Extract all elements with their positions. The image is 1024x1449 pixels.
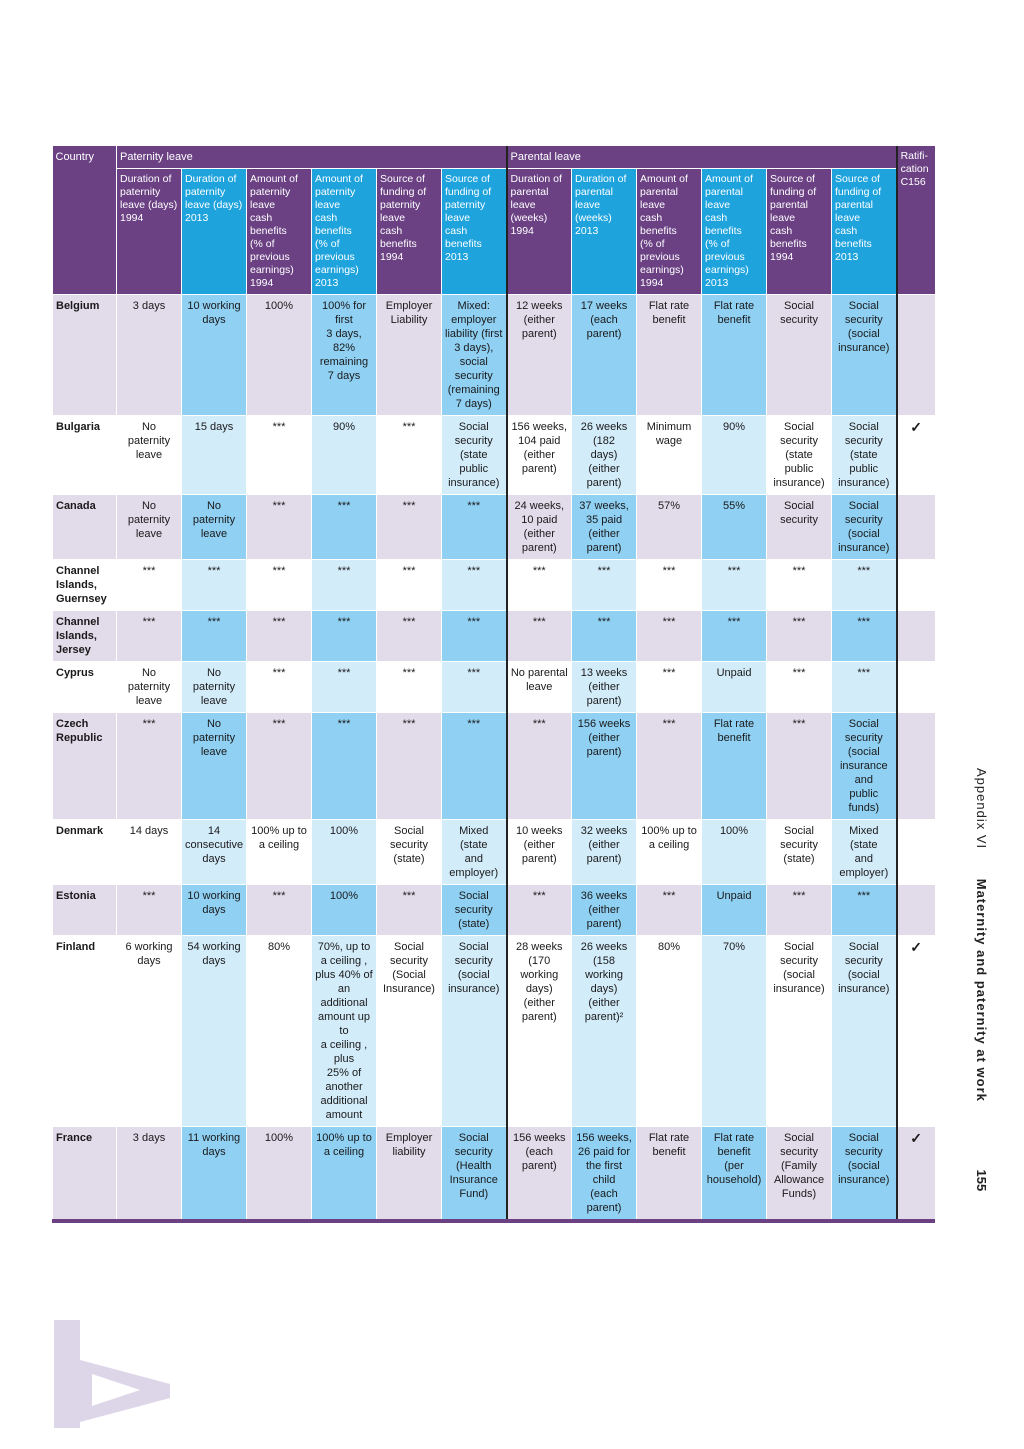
table-cell: *** xyxy=(377,560,442,611)
table-cell: *** xyxy=(832,662,897,713)
table-row xyxy=(53,820,935,885)
table-row xyxy=(53,885,935,936)
table-cell: *** xyxy=(832,885,897,936)
table-cell: 156 weeks, 26 paid for the first child (each parent) xyxy=(572,1127,637,1222)
table-row xyxy=(53,1127,935,1222)
table-cell: *** xyxy=(377,713,442,820)
country-name: Finland xyxy=(53,936,117,1127)
table-cell: 156 weeks (each parent) xyxy=(507,1127,572,1222)
table-cell: 15 days xyxy=(182,416,247,495)
subheader-12: Source of funding of parental leave cash benefits 2013 xyxy=(832,169,897,295)
table-cell: 156 weeks, 104 paid (either parent) xyxy=(507,416,572,495)
table-cell: 100% xyxy=(247,1127,312,1222)
table-cell: Social security (social insurance) xyxy=(767,936,832,1127)
table-row xyxy=(53,936,935,1127)
decorative-letter-a-shape xyxy=(54,1320,170,1428)
table-cell: Social security (social insurance) xyxy=(832,1127,897,1222)
table-cell: Social security (social insurance) xyxy=(832,495,897,560)
table-cell: 100% for first 3 days, 82% remaining 7 days xyxy=(312,295,377,416)
table-cell: 70% xyxy=(702,936,767,1127)
table-cell: *** xyxy=(377,662,442,713)
table-cell: *** xyxy=(247,495,312,560)
table-cell: Social security xyxy=(767,295,832,416)
table-cell: *** xyxy=(507,560,572,611)
subheader-9: Amount of parental leave cash benefits (% of previous earnings) 1994 xyxy=(637,169,702,295)
table-row xyxy=(53,662,935,713)
table-cell: No paternity leave xyxy=(182,713,247,820)
country-name: Channel Islands, Jersey xyxy=(53,611,117,662)
table-cell: *** xyxy=(702,611,767,662)
table-cell: Social security (state public insurance) xyxy=(832,416,897,495)
table-cell: *** xyxy=(117,885,182,936)
ratification-mark: ✓ xyxy=(897,416,935,495)
table-cell: *** xyxy=(637,662,702,713)
table-cell: Flat rate benefit xyxy=(637,1127,702,1222)
table-cell: *** xyxy=(507,713,572,820)
table-cell: Minimum wage xyxy=(637,416,702,495)
table-cell: *** xyxy=(117,713,182,820)
appendix-table xyxy=(52,146,935,1223)
table-cell: 14 days xyxy=(117,820,182,885)
table-cell: Flat rate benefit xyxy=(702,295,767,416)
table-cell: 11 working days xyxy=(182,1127,247,1222)
table-cell: Social security (state) xyxy=(767,820,832,885)
ratification-mark xyxy=(897,885,935,936)
country-name: Czech Republic xyxy=(53,713,117,820)
table-cell: *** xyxy=(767,560,832,611)
subheader-3: Amount of paternity leave cash benefits (% of previous earnings) 1994 xyxy=(247,169,312,295)
country-name: Belgium xyxy=(53,295,117,416)
table-cell: 14 consecutive days xyxy=(182,820,247,885)
table-cell: Social security (social insurance) xyxy=(832,295,897,416)
table-row xyxy=(53,416,935,495)
table-cell: No paternity leave xyxy=(182,662,247,713)
table-cell: *** xyxy=(312,495,377,560)
table-cell: Social security (state) xyxy=(377,820,442,885)
ratification-mark xyxy=(897,611,935,662)
table-cell: *** xyxy=(442,560,507,611)
header-parental-leave: Parental leave xyxy=(507,146,897,169)
table-cell: Flat rate benefit xyxy=(637,295,702,416)
table-cell: Social security (Social Insurance) xyxy=(377,936,442,1127)
table-row xyxy=(53,560,935,611)
table-cell: 28 weeks (170 working days) (either parent) xyxy=(507,936,572,1127)
table-cell: 100% xyxy=(312,885,377,936)
table-cell: 100% up to a ceiling xyxy=(637,820,702,885)
subheader-4: Amount of paternity leave cash benefits (% of previous earnings) 2013 xyxy=(312,169,377,295)
appendix-label: Appendix VI xyxy=(974,768,989,850)
table-cell: 100% xyxy=(247,295,312,416)
ratification-mark xyxy=(897,662,935,713)
table-cell: Unpaid xyxy=(702,662,767,713)
table-cell: 3 days xyxy=(117,1127,182,1222)
table-cell: Employer Liability xyxy=(377,295,442,416)
table-cell: Employer liability xyxy=(377,1127,442,1222)
table-cell: 6 working days xyxy=(117,936,182,1127)
table-cell: *** xyxy=(377,885,442,936)
table-cell: 100% xyxy=(702,820,767,885)
table-cell: *** xyxy=(247,662,312,713)
ratification-mark xyxy=(897,295,935,416)
table-cell: *** xyxy=(572,611,637,662)
table-cell: *** xyxy=(442,495,507,560)
table-cell: *** xyxy=(702,560,767,611)
table-cell: 32 weeks (either parent) xyxy=(572,820,637,885)
table-cell: Mixed: employer liability (first 3 days), social security (remaining 7 days) xyxy=(442,295,507,416)
table-cell: *** xyxy=(247,416,312,495)
table-cell: 70%, up to a ceiling , plus 40% of an additional amount up to a ceiling , plus 25% of another additional amount xyxy=(312,936,377,1127)
table-cell: Mixed (state and employer) xyxy=(442,820,507,885)
subheader-5: Source of funding of paternity leave cash benefits 1994 xyxy=(377,169,442,295)
table-cell: 156 weeks (either parent) xyxy=(572,713,637,820)
table-cell: *** xyxy=(377,611,442,662)
table-cell: *** xyxy=(182,560,247,611)
side-running-title xyxy=(968,768,994,1268)
table-cell: 100% xyxy=(312,820,377,885)
ratification-mark xyxy=(897,820,935,885)
table-cell: No parental leave xyxy=(507,662,572,713)
table-cell: No paternity leave xyxy=(117,662,182,713)
table-cell: *** xyxy=(117,560,182,611)
table-cell: *** xyxy=(117,611,182,662)
table-cell: 26 weeks (182 days) (either parent) xyxy=(572,416,637,495)
table-cell: Flat rate benefit xyxy=(702,713,767,820)
table-cell: *** xyxy=(442,713,507,820)
table-cell: 26 weeks (158 working days) (either parent)² xyxy=(572,936,637,1127)
table-cell: Social security (state public insurance) xyxy=(442,416,507,495)
table-cell: No paternity leave xyxy=(182,495,247,560)
table-cell: *** xyxy=(182,611,247,662)
table-cell: *** xyxy=(507,885,572,936)
table-cell: Social security xyxy=(767,495,832,560)
table-cell: *** xyxy=(312,560,377,611)
table-cell: *** xyxy=(767,713,832,820)
table-cell: *** xyxy=(637,560,702,611)
table-cell: Social security (Family Allowance Funds) xyxy=(767,1127,832,1222)
subheader-1: Duration of paternity leave (days) 1994 xyxy=(117,169,182,295)
table-cell: Mixed (state and employer) xyxy=(832,820,897,885)
table-cell: 80% xyxy=(247,936,312,1127)
table-cell: 54 working days xyxy=(182,936,247,1127)
table-cell: *** xyxy=(572,560,637,611)
table-cell: Flat rate benefit (per household) xyxy=(702,1127,767,1222)
table-cell: 17 weeks (each parent) xyxy=(572,295,637,416)
header-paternity-leave: Paternity leave xyxy=(117,146,507,169)
table-cell: Social security (state public insurance) xyxy=(767,416,832,495)
table-cell: 3 days xyxy=(117,295,182,416)
table-cell: 10 working days xyxy=(182,885,247,936)
table-cell: Social security (social insurance and public funds) xyxy=(832,713,897,820)
table-cell: 90% xyxy=(312,416,377,495)
table-cell: *** xyxy=(637,611,702,662)
table-cell: *** xyxy=(767,885,832,936)
country-name: France xyxy=(53,1127,117,1222)
table-cell: Unpaid xyxy=(702,885,767,936)
table-cell: Social security (social insurance) xyxy=(832,936,897,1127)
table-cell: *** xyxy=(767,662,832,713)
ratification-mark xyxy=(897,495,935,560)
country-name: Cyprus xyxy=(53,662,117,713)
subheader-7: Duration of parental leave (weeks) 1994 xyxy=(507,169,572,295)
table-cell: 10 working days xyxy=(182,295,247,416)
table-cell: *** xyxy=(312,611,377,662)
table-cell: *** xyxy=(442,662,507,713)
header-ratification xyxy=(897,146,935,295)
table-cell: 100% up to a ceiling xyxy=(312,1127,377,1222)
table-row xyxy=(53,495,935,560)
table-cell: *** xyxy=(377,495,442,560)
table-cell: 80% xyxy=(637,936,702,1127)
ratification-mark xyxy=(897,713,935,820)
header-country: Country xyxy=(53,146,117,295)
table-cell: *** xyxy=(247,885,312,936)
table-cell: *** xyxy=(247,713,312,820)
table-cell: *** xyxy=(247,560,312,611)
table-cell: 37 weeks, 35 paid (either parent) xyxy=(572,495,637,560)
table-cell: *** xyxy=(767,611,832,662)
book-title: Maternity and paternity at work xyxy=(974,878,989,1102)
table-cell: 100% up to a ceiling xyxy=(247,820,312,885)
table-cell: No paternity leave xyxy=(117,495,182,560)
table-cell: *** xyxy=(442,611,507,662)
table-cell: 90% xyxy=(702,416,767,495)
decorative-letter-a xyxy=(54,1320,170,1428)
table-cell: 12 weeks (either parent) xyxy=(507,295,572,416)
table-cell: Social security (Health Insurance Fund) xyxy=(442,1127,507,1222)
ratification-mark: ✓ xyxy=(897,1127,935,1222)
table-cell: *** xyxy=(377,416,442,495)
table-cell: *** xyxy=(637,713,702,820)
header-ratification-label: Ratifi- cation C156 xyxy=(900,150,929,188)
subheader-2: Duration of paternity leave (days) 2013 xyxy=(182,169,247,295)
subheader-6: Source of funding of paternity leave cash benefits 2013 xyxy=(442,169,507,295)
subheader-11: Source of funding of parental leave cash benefits 1994 xyxy=(767,169,832,295)
table-cell: 10 weeks (either parent) xyxy=(507,820,572,885)
table-row xyxy=(53,713,935,820)
table-cell: Social security (state) xyxy=(442,885,507,936)
country-name: Estonia xyxy=(53,885,117,936)
table-cell: *** xyxy=(312,713,377,820)
table-cell: No paternity leave xyxy=(117,416,182,495)
table-cell: 55% xyxy=(702,495,767,560)
subheader-10: Amount of parental leave cash benefits (% of previous earnings) 2013 xyxy=(702,169,767,295)
table-cell: *** xyxy=(832,560,897,611)
table-cell: 13 weeks (either parent) xyxy=(572,662,637,713)
table-cell: *** xyxy=(312,662,377,713)
country-name: Denmark xyxy=(53,820,117,885)
table-cell: 57% xyxy=(637,495,702,560)
ratification-mark xyxy=(897,560,935,611)
table-cell: 36 weeks (either parent) xyxy=(572,885,637,936)
table-cell: *** xyxy=(247,611,312,662)
table-row xyxy=(53,611,935,662)
table-row xyxy=(53,295,935,416)
table-cell: *** xyxy=(637,885,702,936)
table-cell: *** xyxy=(832,611,897,662)
table-cell: 24 weeks, 10 paid (either parent) xyxy=(507,495,572,560)
subheader-8: Duration of parental leave (weeks) 2013 xyxy=(572,169,637,295)
country-name: Channel Islands, Guernsey xyxy=(53,560,117,611)
table-cell: Social security (social insurance) xyxy=(442,936,507,1127)
table-cell: *** xyxy=(507,611,572,662)
page-number: 155 xyxy=(974,1169,989,1192)
country-name: Canada xyxy=(53,495,117,560)
ratification-mark: ✓ xyxy=(897,936,935,1127)
country-name: Bulgaria xyxy=(53,416,117,495)
